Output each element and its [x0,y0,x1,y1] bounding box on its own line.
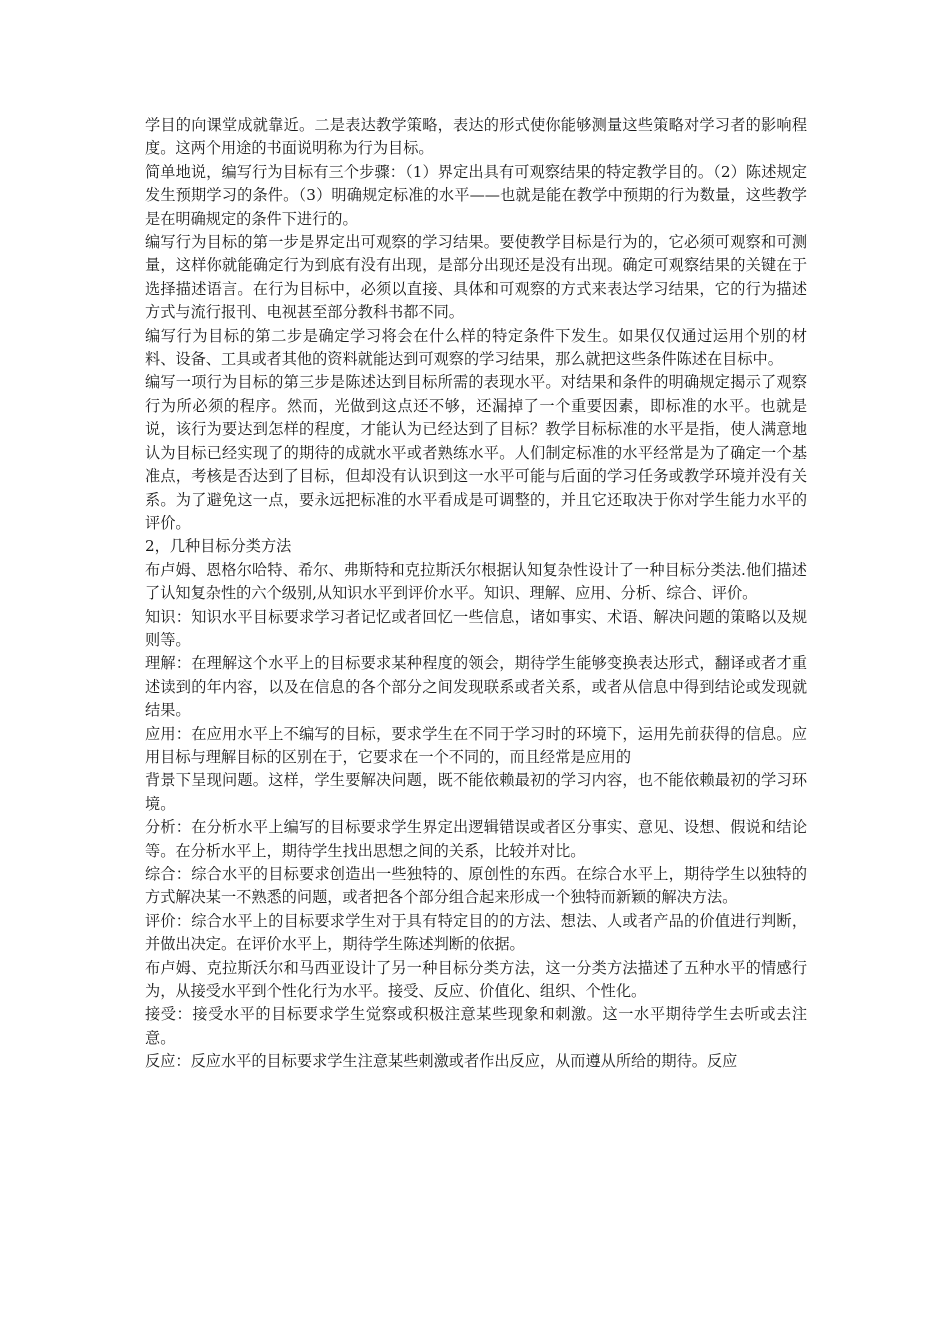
paragraph-analysis: 分析：在分析水平上编写的目标要求学生界定出逻辑错误或者区分事实、意见、设想、假说和结论等。在分析水平上，期待学生找出思想之间的关系，比较并对比。 [145,818,807,860]
paragraph-6: 布卢姆、恩格尔哈特、希尔、弗斯特和克拉斯沃尔根据认知复杂性设计了一种目标分类法.他们描述了认知复杂性的六个级别,从知识水平到评价水平。知识、理解、应用、分析、综合、评价。 [145,560,807,603]
paragraph-responding: 反应：反应水平的目标要求学生注意某些刺激或者作出反应，从而遵从所给的期待。反应 [145,1052,738,1071]
section-heading: 2，几种目标分类方法 [145,537,292,556]
paragraph-application-cont: 背景下呈现问题。这样，学生要解决问题，既不能依赖最初的学习内容，也不能依赖最初的学习环境。 [145,771,807,813]
paragraph-affective: 布卢姆、克拉斯沃尔和马西亚设计了另一种目标分类方法，这一分类方法描述了五种水平的情感行为，从接受水平到个性化行为水平。接受、反应、价值化、组织、个性化。 [145,958,807,1001]
paragraph-5: 编写一项行为目标的第三步是陈述达到目标所需的表现水平。对结果和条件的明确规定揭示了观察行为所必须的程序。然而，光做到这点还不够，还漏掉了一个重要因素，即标准的水平。也就是说，该行为要达到怎样的程度，才能认为已经达到了目标？教学目标标准的水平是指，使人满意地认为目标已经实现了的期待的成就水平或者熟练水平。人们制定标准的水平经常是为了确定一个基准点，考核是否达到了目标，但却没有认识到这一水平可能与后面的学习任务或教学环境并没有关系。为了避免这一点，要永远把标准的水平看成是可调整的，并且它还取决于你对学生能力水平的评价。 [145,373,807,532]
paragraph-4: 编写行为目标的第二步是确定学习将会在什么样的特定条件下发生。如果仅仅通过运用个别的材料、设备、工具或者其他的资料就能达到可观察的学习结果，那么就把这些条件陈述在目标中。 [145,326,807,369]
paragraph-knowledge: 知识：知识水平目标要求学习者记忆或者回忆一些信息，诸如事实、术语、解决问题的策略以及规则等。 [145,607,807,649]
paragraph-3: 编写行为目标的第一步是界定出可观察的学习结果。要使教学目标是行为的，它必须可观察和可测量，这样你就能确定行为到底有没有出现，是部分出现还是没有出现。确定可观察结果的关键在于选择描述语言。在行为目标中，必须以直接、具体和可观察的方式来表达学习结果，它的行为描述方式与流行报刊、电视甚至部分教科书都不同。 [145,233,807,322]
paragraph-application: 应用：在应用水平上不编写的目标，要求学生在不同于学习时的环境下，运用先前获得的信息。应用目标与理解目标的区别在于，它要求在一个不同的，而且经常是应用的 [145,724,807,766]
paragraph-receiving: 接受：接受水平的目标要求学生觉察或积极注意某些现象和刺激。这一水平期待学生去听或去注意。 [145,1005,807,1047]
paragraph-synthesis: 综合：综合水平的目标要求创造出一些独特的、原创性的东西。在综合水平上，期待学生以独特的方式解决某一不熟悉的问题，或者把各个部分组合起来形成一个独特而新颖的解决方法。 [145,865,807,907]
paragraph-1: 学目的向课堂成就靠近。二是表达教学策略，表达的形式使你能够测量这些策略对学习者的影响程度。这两个用途的书面说明称为行为目标。 [145,116,807,158]
paragraph-evaluation: 评价：综合水平上的目标要求学生对于具有特定目的的方法、想法、人或者产品的价值进行判断，并做出决定。在评价水平上，期待学生陈述判断的依据。 [145,911,807,954]
paragraph-comprehension: 理解：在理解这个水平上的目标要求某种程度的领会，期待学生能够变换表达形式，翻译或者才重述读到的年内容，以及在信息的各个部分之间发现联系或者关系，或者从信息中得到结论或发现就结果。 [145,654,807,720]
paragraph-2: 简单地说，编写行为目标有三个步骤：（1）界定出具有可观察结果的特定教学目的。（2）陈述规定发生预期学习的条件。（3）明确规定标准的水平——也就是能在教学中预期的行为数量，这些教学是在明确规定的条件下进行的。 [145,162,807,228]
document-page [145,114,807,1074]
